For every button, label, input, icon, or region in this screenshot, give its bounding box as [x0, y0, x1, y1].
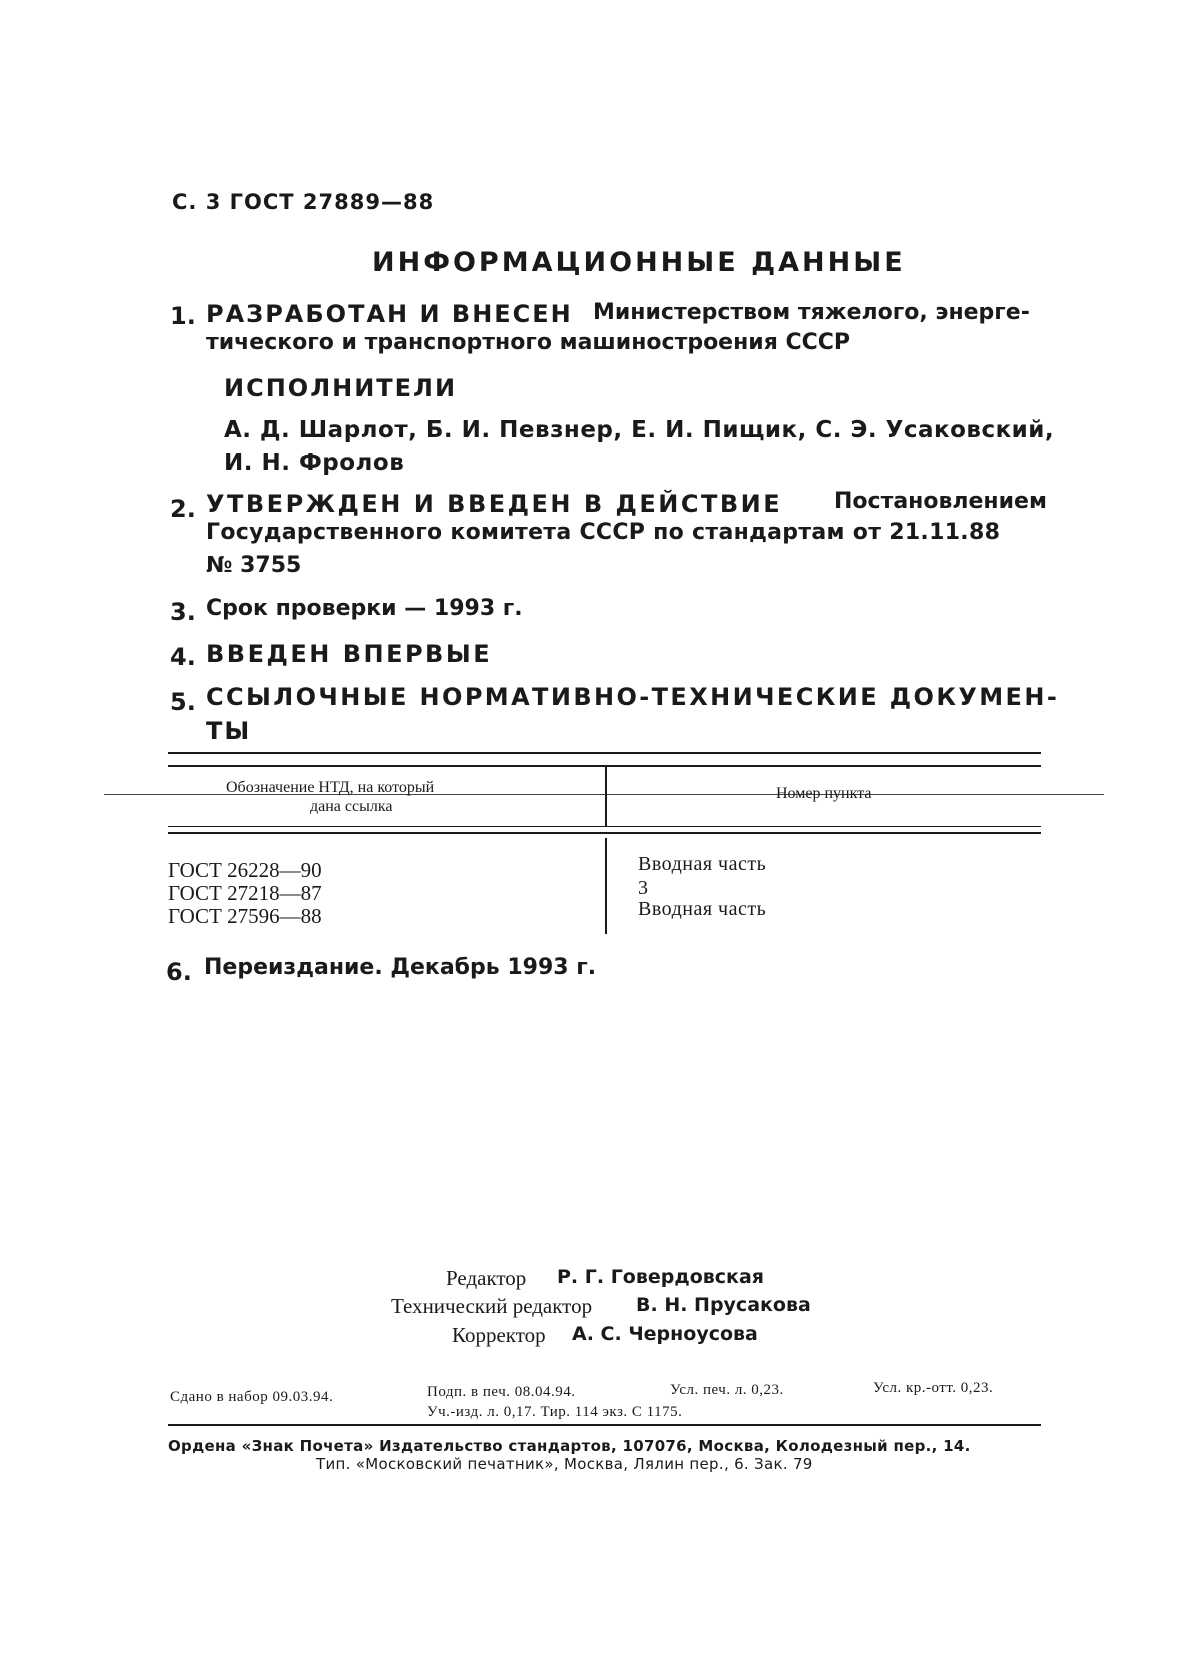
item-2-number: 2. [170, 495, 196, 523]
item-1-heading: РАЗРАБОТАН И ВНЕСЕН [206, 300, 573, 328]
imprint-color-prints: Усл. кр.-отт. 0,23. [873, 1380, 994, 1396]
table-header-divider [605, 765, 607, 827]
table-cell-clause: Вводная часть [638, 898, 767, 920]
credit-tech-editor-name: В. Н. Прусакова [636, 1294, 811, 1316]
item-4-heading: ВВЕДЕН ВПЕРВЫЕ [206, 640, 493, 668]
item-5-number: 5. [170, 688, 196, 716]
table-top-rule [168, 752, 1041, 754]
item-1-number: 1. [170, 302, 196, 330]
imprint-print-sheets: Усл. печ. л. 0,23. [670, 1382, 784, 1398]
table-cell-doc: ГОСТ 26228—90 [168, 858, 322, 882]
item-4-number: 4. [170, 643, 196, 671]
item-2-text-line1-tail: Постановлением [834, 489, 1047, 514]
credit-editor-name: Р. Г. Говердовская [557, 1266, 764, 1288]
table-header-col1-line2: дана ссылка [310, 798, 393, 815]
table-header-col1-line1: Обозначение НТД, на который [226, 779, 435, 796]
imprint-line2: Уч.-изд. л. 0,17. Тир. 114 экз. С 1175. [427, 1404, 683, 1420]
table-header-col2: Номер пункта [776, 785, 872, 802]
item-2-text-line3: № 3755 [206, 553, 302, 578]
credit-corrector-name: А. С. Черноусова [572, 1323, 758, 1345]
item-5-heading-line2: ТЫ [206, 717, 252, 745]
credit-corrector-role: Корректор [452, 1323, 546, 1347]
credit-editor-role: Редактор [446, 1266, 527, 1290]
item-2-text-line2: Государственного комитета СССР по стандартам от 21.11.88 [206, 520, 1001, 545]
item-1-text-line1: Министерством тяжелого, энерге- [593, 300, 1030, 325]
publisher-line2: Тип. «Московский печатник», Москва, Лялин пер., 6. Зак. 79 [316, 1455, 813, 1473]
item-2-heading: УТВЕРЖДЕН И ВВЕДЕН В ДЕЙСТВИЕ [206, 490, 783, 518]
performers-line2: И. Н. Фролов [224, 450, 405, 476]
publisher-line1: Ордена «Знак Почета» Издательство стандартов, 107076, Москва, Колодезный пер., 14. [168, 1437, 971, 1455]
performers-line1: А. Д. Шарлот, Б. И. Певзнер, Е. И. Пищик, С. Э. Усаковский, [224, 417, 1055, 443]
document-title: ИНФОРМАЦИОННЫЕ ДАННЫЕ [372, 247, 906, 278]
table-cell-doc: ГОСТ 27596—88 [168, 904, 322, 928]
imprint-rule [168, 1424, 1041, 1426]
item-6-number: 6. [166, 958, 192, 986]
table-header-bottom-rule-2 [168, 832, 1041, 834]
item-5-heading-line1: ССЫЛОЧНЫЕ НОРМАТИВНО-ТЕХНИЧЕСКИЕ ДОКУМЕН- [206, 683, 1060, 711]
page-header: С. 3 ГОСТ 27889—88 [172, 190, 435, 214]
item-3-number: 3. [170, 598, 196, 626]
imprint-signed: Подп. в печ. 08.04.94. [427, 1384, 576, 1400]
credit-tech-editor-role: Технический редактор [391, 1294, 593, 1318]
table-cell-clause: Вводная часть [638, 853, 767, 875]
table-header-bottom-rule [168, 826, 1041, 827]
item-6-text: Переиздание. Декабрь 1993 г. [204, 955, 597, 980]
table-cell-doc: ГОСТ 27218—87 [168, 881, 322, 905]
item-3-text: Срок проверки — 1993 г. [206, 596, 523, 621]
performers-heading: ИСПОЛНИТЕЛИ [224, 374, 458, 402]
item-1-text-line2: тического и транспортного машиностроения СССР [206, 330, 851, 355]
table-cell-clause: 3 [638, 877, 648, 899]
table-body-divider [605, 838, 607, 934]
imprint-submitted: Сдано в набор 09.03.94. [170, 1389, 334, 1405]
